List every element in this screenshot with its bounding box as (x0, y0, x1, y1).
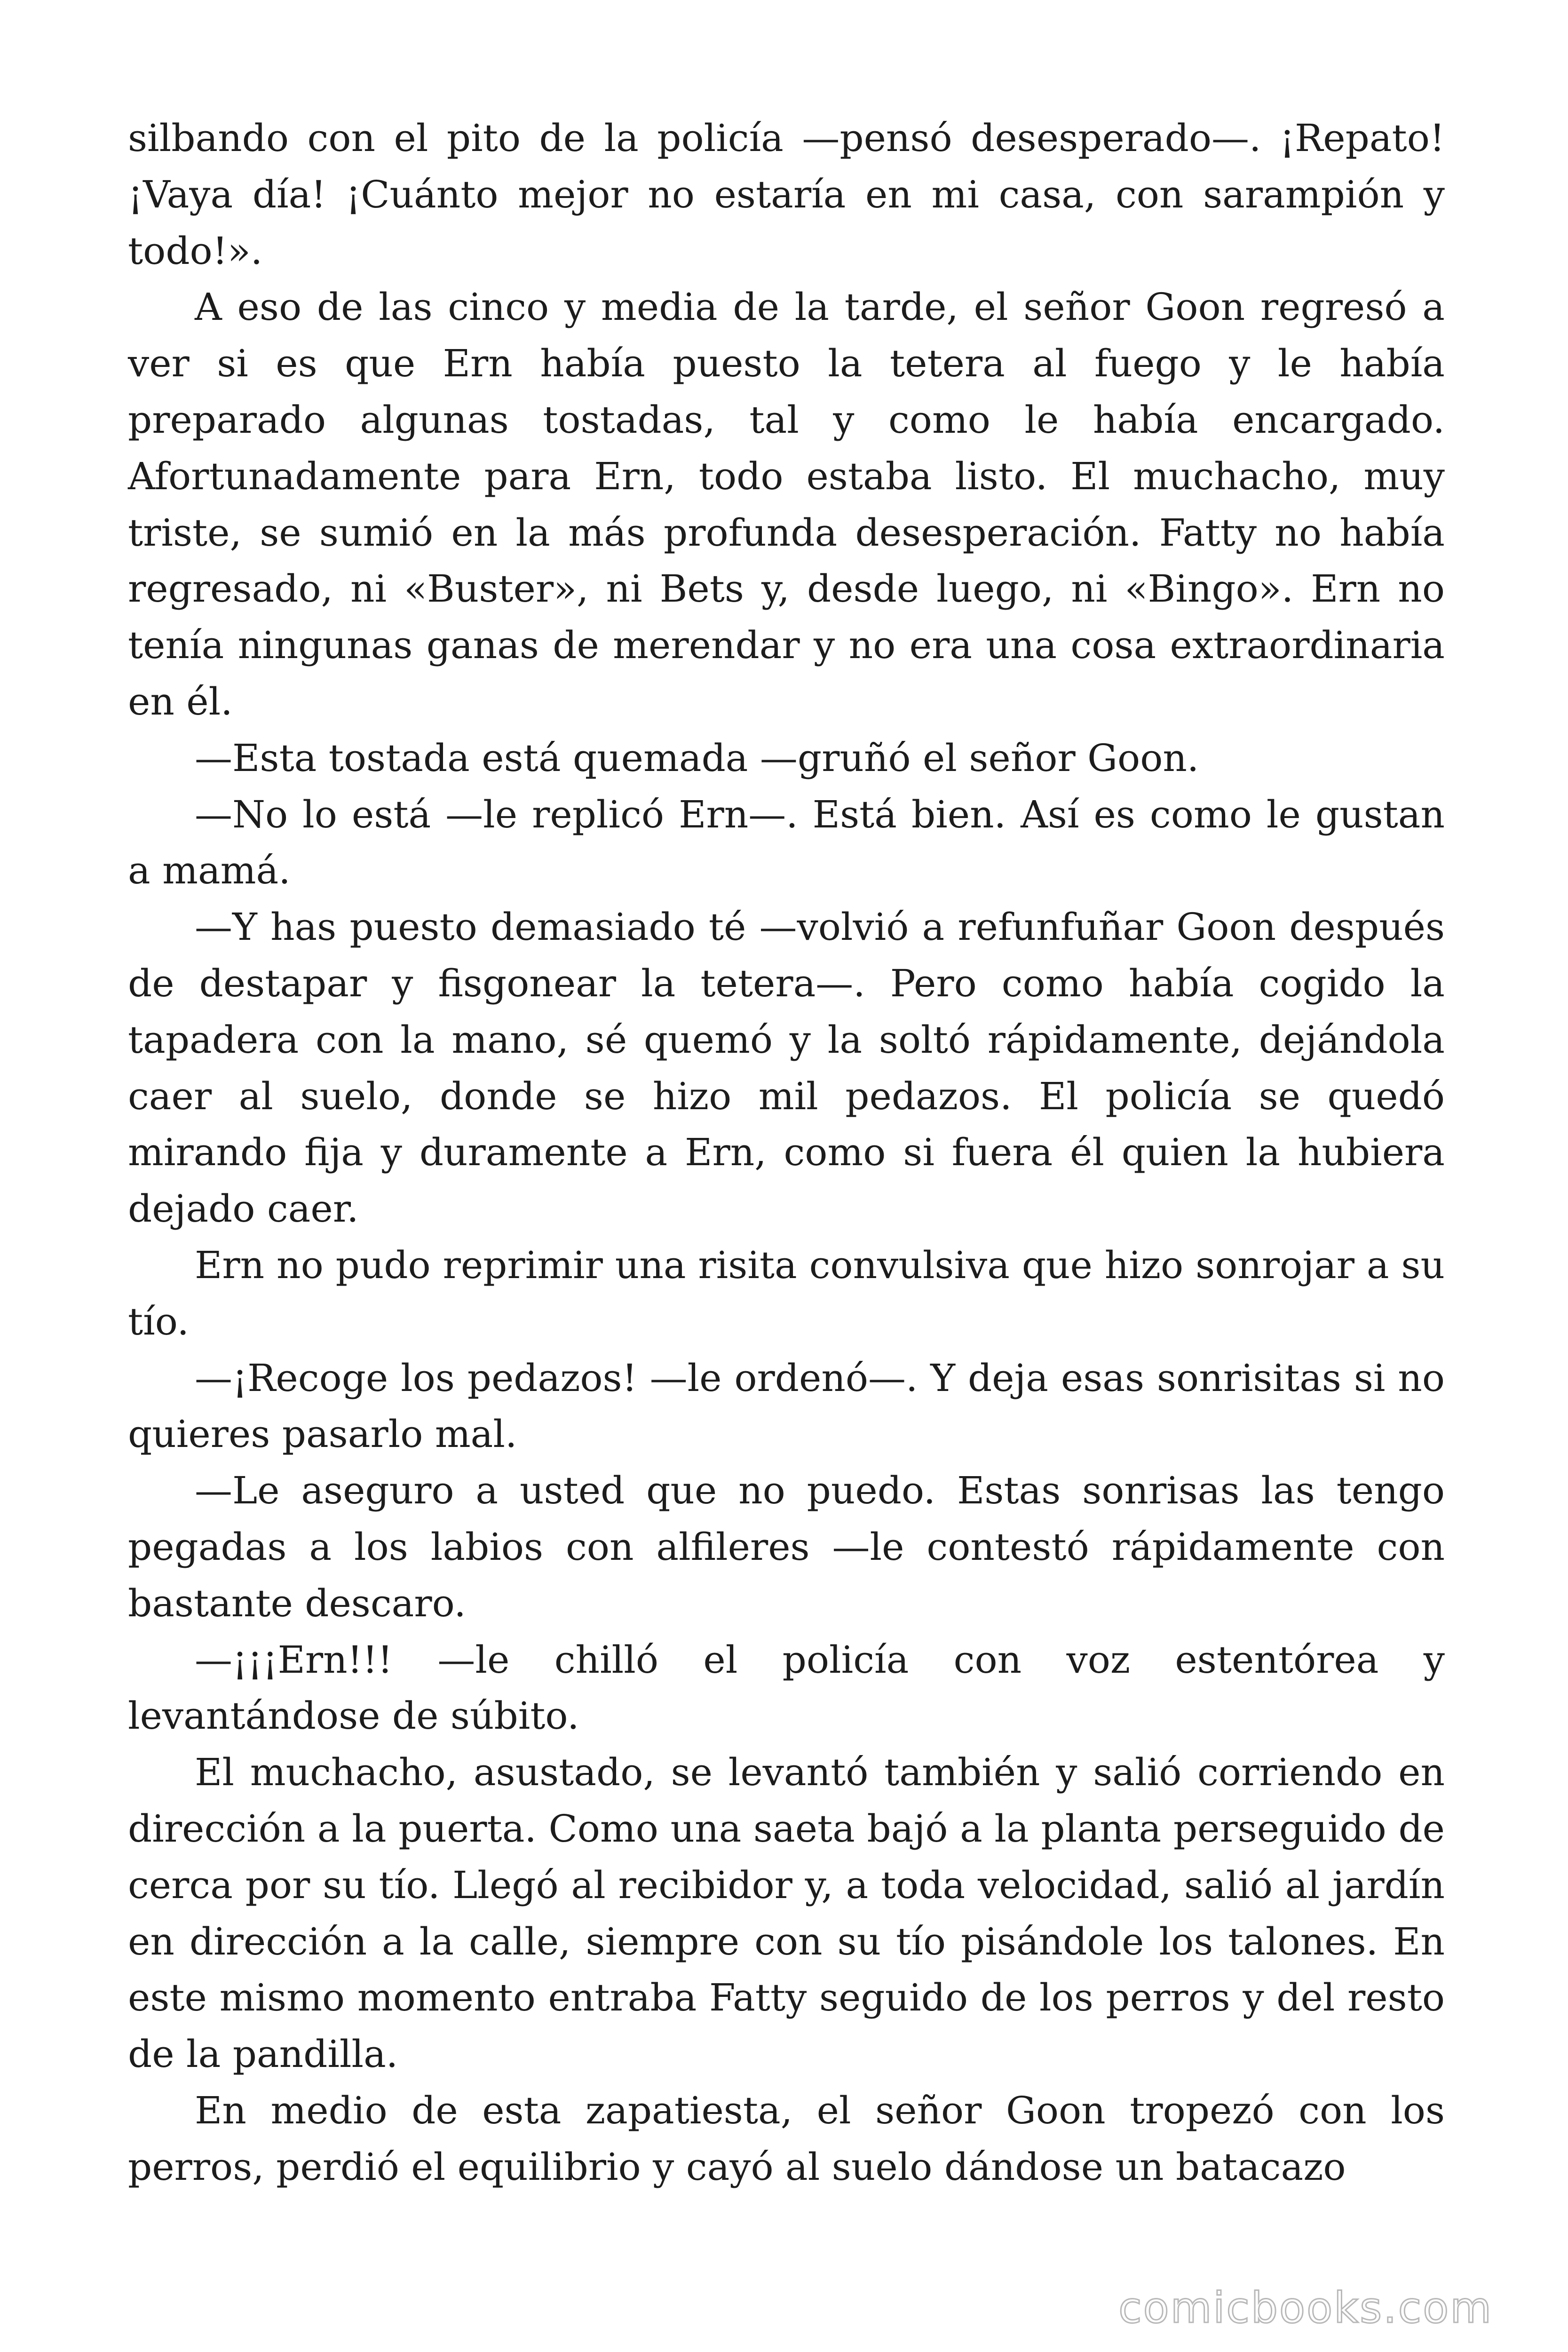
paragraph: —Le aseguro a usted que no puedo. Estas sonrisas las tengo pegadas a los labios con alfileres —le contestó rápidamente con bastante descaro. (128, 1469, 1445, 1625)
body-text (128, 110, 1445, 2195)
paragraph: —No lo está —le replicó Ern—. Está bien. Así es como le gustan a mamá. (128, 792, 1445, 893)
paragraph: —¡¡¡Ern!!! —le chilló el policía con voz estentórea y levantándose de súbito. (128, 1637, 1445, 1738)
paragraph: El muchacho, asustado, se levantó también y salió corriendo en dirección a la puerta. Como una saeta bajó a la planta perseguido de cerca por su tío. Llegó al recibidor y, a toda velocidad, salió al jardín en dirección a la calle, siempre con su tío pisándole los talones. En este mismo momento entraba Fatty seguido de los perros y del resto de la pandilla. (128, 1750, 1445, 2076)
watermark: comicbooks.com (1118, 2283, 1493, 2333)
paragraph: Ern no pudo reprimir una risita convulsiva que hizo sonrojar a su tío. (128, 1243, 1445, 1343)
paragraph: En medio de esta zapatiesta, el señor Goon tropezó con los perros, perdió el equilibrio y cayó al suelo dándose un batacazo (128, 2088, 1445, 2189)
paragraph: silbando con el pito de la policía —pensó desesperado—. ¡Repato! ¡Vaya día! ¡Cuánto mejor no estaría en mi casa, con sarampión y todo!». (128, 116, 1445, 273)
paragraph: —Esta tostada está quemada —gruñó el señor Goon. (195, 736, 1199, 780)
paragraph: —Y has puesto demasiado té —volvió a refunfuñar Goon después de destapar y fisgonear la tetera—. Pero como había cogido la tapadera con la mano, sé quemó y la soltó rápidamente, dejándola caer al suelo, donde se hizo mil pedazos. El policía se quedó mirando fija y duramente a Ern, como si fuera él quien la hubiera dejado caer. (128, 905, 1445, 1231)
paragraph: —¡Recoge los pedazos! —le ordenó—. Y deja esas sonrisitas si no quieres pasarlo mal. (128, 1356, 1445, 1456)
paragraph: A eso de las cinco y media de la tarde, el señor Goon regresó a ver si es que Ern había puesto la tetera al fuego y le había preparado algunas tostadas, tal y como le había encargado. Afortunadamente para Ern, todo estaba listo. El muchacho, muy triste, se sumió en la más profunda desesperación. Fatty no había regresado, ni «Buster», ni Bets y, desde luego, ni «Bingo». Ern no tenía ningunas ganas de merendar y no era una cosa extraordinaria en él. (128, 285, 1445, 723)
